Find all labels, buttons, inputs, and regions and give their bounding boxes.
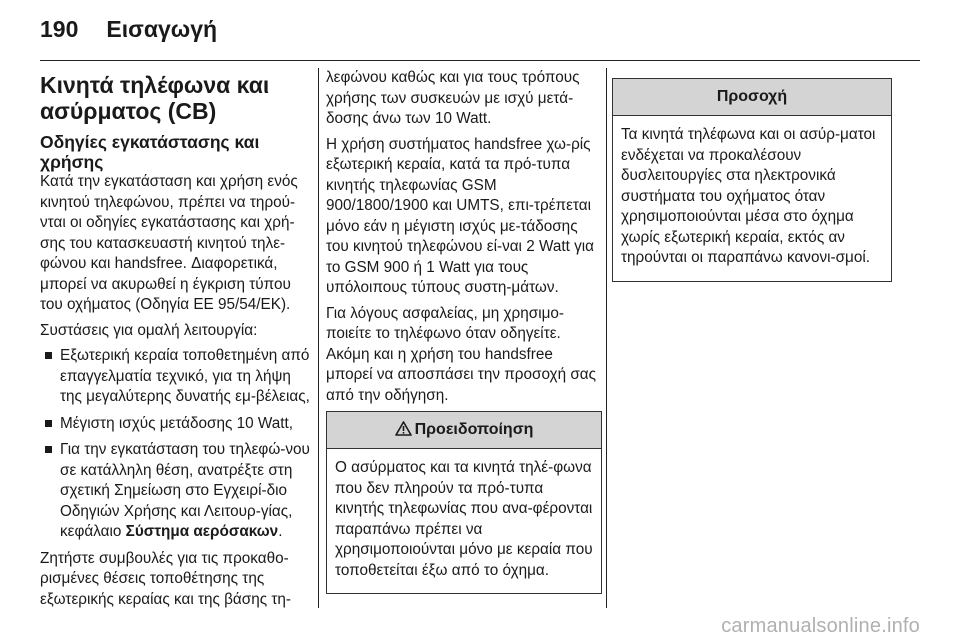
warning-box [326,411,602,594]
page-number: 190 [40,16,79,42]
bullet-square-icon [45,446,52,453]
bullet-square-icon [45,420,52,427]
list-item: Εξωτερική κεραία τοποθετημένη από επαγγελματία τεχνικό, για τη λήψη της μεγαλύτερης δυνατής εμ-βέλειας, [40,346,314,408]
list-item: Για την εγκατάσταση του τηλεφώ-νου σε κατάλληλη θέση, ανατρέξτε στη σχετική Σημείωση στο Εγχειρί-διο Οδηγιών Χρήσης και Λειτουρ-γίας, κεφάλαιο Σύστημα αερόσακων. [40,440,314,543]
caution-title: Προσοχή [613,79,891,116]
column-left [40,68,314,615]
recommendation-list [40,346,314,543]
paragraph: Η χρήση συστήματος handsfree χω-ρίς εξωτερική κεραία, κατά τα πρό-τυπα κινητής τηλεφωνίας GSM 900/1800/1900 και UMTS, επι-τρέπεται μόνο εάν η μέγιστη ισχύς με-τάδοσης του κινητού τηλεφώνου εί-ναι 2 Watt για το GSM 900 ή 1 Watt για τους υπόλοιπους τύπους συστη-μάτων. [326,135,594,296]
subheading: Οδηγίες εγκατάστασης και χρήσης [40,132,260,172]
bullet-square-icon [45,352,52,359]
column-divider [606,68,607,608]
column-right [612,68,892,282]
watermark: carmanualsonline.info [721,615,920,637]
chapter-heading: Κινητά τηλέφωνα και ασύρματος (CB) [40,72,270,124]
list-item: Μέγιστη ισχύς μετάδοσης 10 Watt, [40,414,314,435]
cross-reference: Σύστημα αερόσακων [125,523,279,540]
caution-box [612,78,892,282]
column-middle [326,68,602,594]
paragraph: Συστάσεις για ομαλή λειτουργία: [40,321,258,339]
warning-header [327,412,601,449]
paragraph: Για λόγους ασφαλείας, μη χρησιμο-ποιείτε το τηλέφωνο όταν οδηγείτε. Ακόμη και η χρήση του handsfree μπορεί να αποσπάσει την προσοχή σας από την οδήγηση. [326,304,596,404]
warning-title: Προειδοποίηση [414,421,534,438]
column-divider [318,68,319,608]
warning-text: Ο ασύρματος και τα κινητά τηλέ-φωνα που δεν πληρούν τα πρό-τυπα κινητής τηλεφωνίας που ανα-φέρονται παραπάνω πρέπει να χρησιμοποιούνται μόνο με κεραία που τοποθετείται έξω από το όχημα. [335,459,593,579]
header-rule [40,60,920,61]
caution-text: Τα κινητά τηλέφωνα και οι ασύρ-ματοι ενδέχεται να προκαλέσουν δυσλειτουργίες στα ηλεκτρονικά συστήματα του οχήματος όταν χρησιμοποιούνται μέσα στο όχημα χωρίς εξωτερική κεραία, εκτός αν τηρούνται οι παραπάνω κανονι-σμοί. [621,126,876,266]
warning-triangle-icon [395,414,412,450]
section-title: Εισαγωγή [106,16,218,42]
paragraph: Ζητήστε συμβουλές για τις προκαθο-ρισμένες θέσεις τοποθέτησης της εξωτερικής κεραίας και της βάσης τη- [40,549,291,608]
paragraph: Κατά την εγκατάσταση και χρήση ενός κινητού τηλεφώνου, πρέπει να τηρού-νται οι οδηγίες εγκατάστασης και χρή-σης του κατασκευαστή κινητού τηλε-φώνου και handsfree. Διαφορετικά, μπορεί να ακυρωθεί η έγκριση τύπου του οχήματος (Οδηγία ΕΕ 95/54/ΕΚ). [40,173,298,313]
page-header [40,16,217,46]
paragraph: λεφώνου καθώς και για τους τρόπους χρήσης των συσκευών με ισχύ μετά-δοσης άνω των 10 Watt. [326,69,580,127]
